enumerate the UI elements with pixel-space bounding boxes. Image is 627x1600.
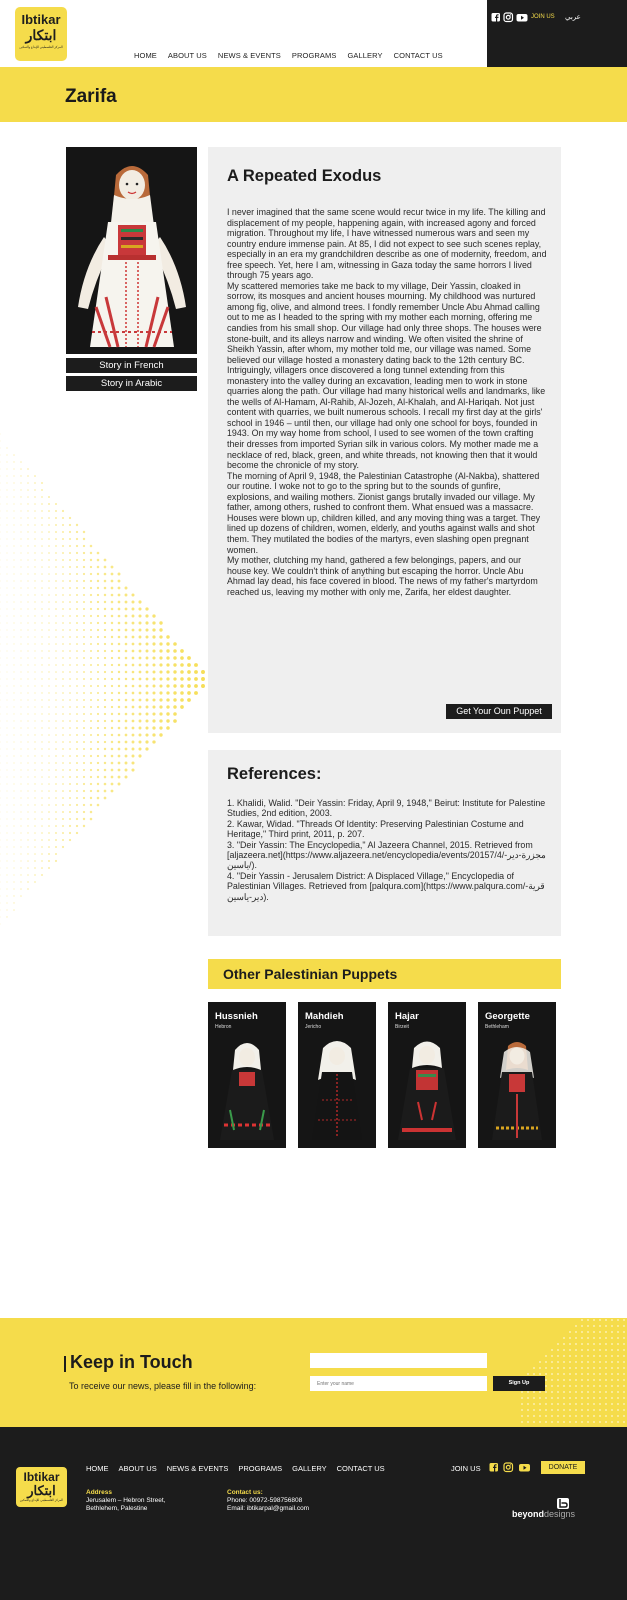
main-nav bbox=[134, 51, 443, 63]
puppet-thumbnail bbox=[478, 1030, 556, 1148]
arabic-language-link[interactable]: عربي bbox=[565, 14, 581, 21]
story-in-french-button[interactable]: Story in French bbox=[66, 358, 197, 373]
footer-address-line: Jerusalem – Hebron Street, bbox=[86, 1497, 166, 1504]
footer-logo-tagline: المركز الفلسطيني للإبداع والتمكين bbox=[19, 1498, 64, 1502]
nav-contact[interactable]: CONTACT US bbox=[393, 51, 443, 60]
newsletter-title: Keep in Touch bbox=[70, 1352, 193, 1372]
site-logo[interactable] bbox=[15, 7, 67, 61]
story-paragraph: My scattered memories take me back to my village, Deir Yassin, cloaked in sorrow, its mosques and ancient houses mourning. My childhood was nurtured among fig, olive, and almond trees. I fondly remember Uncle Abu Ahmad calling out to me as I headed to the spring with my mother each morning, offering me candies from his small shop. Our village had only three shops. The houses were stone-built, and its alleys narrow and winding. We often visited the shrine of Sheikh Yassin, after whom, my mother told me, our village was named. Some believed our village hosted a monastery dating back to the 12th century BC. Intriguingly, villagers once discovered a long tunnel extending from this monastery into the valley during an excavation, leading men to work in stone quarries along the path. Our village had many historical wells and landmarks, like the wells of Al-Hamam, Al-Rahib, Al-Jozeh, Al-Khalah, and Al-Hariqah. Not just content with quarries, we built numerous schools. I recall my first day at the girls' school in 1946 – until then, our village had only one school for boys, founded in 1943. On my way home from school, I used to see women of the town crafting their dresses from imported Syrian silk in various colors. My mother made me a necklace of red, black, green, and white threads, not knowing then that it would become the chronicle of my story. bbox=[227, 280, 546, 471]
references-title: References: bbox=[227, 765, 322, 783]
puppet-thumbnail bbox=[388, 1030, 466, 1148]
other-puppets-title: Other Palestinian Puppets bbox=[223, 966, 398, 982]
facebook-icon[interactable] bbox=[490, 1463, 499, 1472]
puppet-card-name: Hussnieh bbox=[215, 1011, 258, 1022]
puppet-card-hajar[interactable] bbox=[388, 1002, 466, 1148]
join-us-link[interactable]: JOIN US bbox=[531, 14, 555, 20]
instagram-icon[interactable] bbox=[504, 1463, 513, 1472]
reference-item[interactable]: 4. "Deir Yassin - Jerusalem District: A Displaced Village," Encyclopedia of Palestinian Villages. Retrieved from [palqura.com](https://www.palqura.com/قرية-دير-ياسين). bbox=[227, 870, 545, 902]
page-title: Zarifa bbox=[65, 86, 117, 107]
email-input[interactable] bbox=[310, 1353, 487, 1368]
footer-logo-text-ar: ابتكار bbox=[27, 1483, 56, 1498]
nav-home[interactable]: HOME bbox=[134, 51, 157, 60]
credit-light: designs bbox=[544, 1509, 576, 1519]
puppet-card-georgette[interactable] bbox=[478, 1002, 556, 1148]
logo-text-ar: ابتكار bbox=[25, 27, 57, 43]
puppet-thumbnail bbox=[208, 1030, 286, 1148]
header-topbar bbox=[487, 0, 627, 67]
footer-phone: Phone: 00972-598756808 bbox=[227, 1497, 303, 1504]
puppet-card-name: Georgette bbox=[485, 1011, 530, 1022]
instagram-icon[interactable] bbox=[504, 13, 513, 22]
puppet-card-city: Bethleham bbox=[485, 1024, 509, 1030]
reference-item[interactable]: 3. "Deir Yassin: The Encyclopedia," Al Jazeera Channel, 2015. Retrieved from [aljazeera.net](https://www.aljazeera.net/encyclopedia/events/20157/4/مجزرة-دير-ياسين/). bbox=[227, 839, 546, 871]
footer-address bbox=[86, 1497, 165, 1513]
nav-news[interactable]: NEWS & EVENTS bbox=[217, 51, 281, 60]
footer-nav bbox=[86, 1464, 385, 1473]
header-social-icons bbox=[491, 12, 529, 23]
nav-gallery[interactable]: GALLERY bbox=[347, 51, 383, 60]
newsletter-accent-bar bbox=[64, 1356, 66, 1372]
newsletter-subtitle: To receive our news, please fill in the following: bbox=[69, 1381, 257, 1391]
nav-about[interactable]: ABOUT US bbox=[167, 51, 207, 60]
footer-logo[interactable] bbox=[16, 1467, 67, 1507]
footer-nav-news[interactable]: NEWS & EVENTS bbox=[166, 1464, 229, 1473]
logo-text-en: Ibtikar bbox=[21, 12, 61, 27]
story-paragraph: The morning of April 9, 1948, the Palestinian Catastrophe (Al-Nakba), shattered our routine. I woke not to go to the spring but to the sounds of gunfire, explosions, and wailing mothers. Zionist gangs brutally invaded our village. My father, among others, rushed to confront them. What ensued was a massacre. Houses were blown up, children killed, and any moving thing was a target. They lined up dozens of children, women, elderly, and youths against walls and shot them. They mutilated the bodies of the martyrs, even slashing open pregnant women. bbox=[227, 470, 541, 555]
youtube-icon[interactable] bbox=[519, 1464, 530, 1472]
name-input[interactable] bbox=[310, 1376, 487, 1391]
donate-button[interactable]: DONATE bbox=[541, 1461, 585, 1474]
story-paragraph: My mother, clutching my hand, gathered a few belongings, papers, and our house key. We couldn't think of anything but escaping the horror. Uncle Abu Ahmad lay dead, his face covered in blood. The news of my father's martyrdom reached us, leaving my mother with only me, Zarifa, her eldest daughter. bbox=[227, 555, 538, 597]
reference-item: 1. Khalidi, Walid. "Deir Yassin: Friday, April 9, 1948," Beirut: Institute for Palestine Studies, 2nd edition, 2003. bbox=[227, 798, 546, 819]
sign-up-button[interactable]: Sign Up bbox=[493, 1376, 545, 1391]
references-list bbox=[227, 798, 548, 902]
logo-tagline: المركز الفلسطيني للإبداع والتمكين bbox=[19, 45, 63, 49]
footer-contact bbox=[227, 1497, 309, 1513]
footer-nav-home[interactable]: HOME bbox=[86, 1464, 109, 1473]
story-in-arabic-button[interactable]: Story in Arabic bbox=[66, 376, 197, 391]
footer-social-icons bbox=[489, 1462, 533, 1473]
footer-nav-about[interactable]: ABOUT US bbox=[118, 1464, 157, 1473]
reference-item: 2. Kawar, Widad. "Threads Of Identity: Preserving Palestinian Costume and Heritage," Third print, 2011, p. 207. bbox=[227, 818, 524, 840]
puppet-card-city: Hebron bbox=[215, 1024, 232, 1030]
footer-email[interactable]: Email: ibtikarpal@gmail.com bbox=[227, 1505, 310, 1512]
footer-nav-gallery[interactable]: GALLERY bbox=[292, 1464, 327, 1473]
decorative-dot-pattern bbox=[0, 420, 210, 1020]
credit-bold: beyond bbox=[512, 1509, 545, 1519]
footer-nav-contact[interactable]: CONTACT US bbox=[336, 1464, 385, 1473]
puppet-card-city: Birzeit bbox=[395, 1024, 409, 1030]
beyond-designs-credit[interactable] bbox=[512, 1509, 575, 1519]
puppet-card-city: Jericho bbox=[305, 1024, 322, 1030]
footer-join-us-link[interactable]: JOIN US bbox=[451, 1464, 481, 1473]
footer-address-label: Address bbox=[86, 1489, 113, 1496]
story-title: A Repeated Exodus bbox=[227, 167, 382, 185]
puppet-main-image bbox=[66, 147, 197, 354]
footer-logo-text-en: Ibtikar bbox=[23, 1470, 60, 1484]
facebook-icon[interactable] bbox=[492, 13, 501, 22]
puppet-card-mahdieh[interactable] bbox=[298, 1002, 376, 1148]
youtube-icon[interactable] bbox=[517, 14, 528, 22]
puppet-card-name: Hajar bbox=[395, 1011, 419, 1022]
get-your-puppet-button[interactable]: Get Your Oun Puppet bbox=[446, 704, 552, 719]
story-body bbox=[227, 207, 547, 597]
decorative-dots-right bbox=[520, 1318, 627, 1427]
puppet-thumbnail bbox=[298, 1030, 376, 1148]
footer-nav-programs[interactable]: PROGRAMS bbox=[238, 1464, 283, 1473]
puppet-card-name: Mahdieh bbox=[305, 1011, 344, 1022]
footer-contact-label: Contact us: bbox=[227, 1489, 263, 1496]
footer-address-line: Bethlehem, Palestine bbox=[86, 1505, 148, 1512]
nav-programs[interactable]: PROGRAMS bbox=[291, 51, 337, 60]
puppet-card-hussnieh[interactable] bbox=[208, 1002, 286, 1148]
story-paragraph: I never imagined that the same scene would recur twice in my life. The killing and displacement of my people, happening again, with increased agony and forced migration. Throughout my life, I have witnessed numerous wars and seen my country endure immense pain. At 85, I did not expect to see such scenes replay, especially in an era my grandchildren describe as one of modernity, freedom, and free speech. Yet, here I am, witnessing in Gaza today the same horrors I lived through 75 years ago. bbox=[227, 207, 547, 281]
